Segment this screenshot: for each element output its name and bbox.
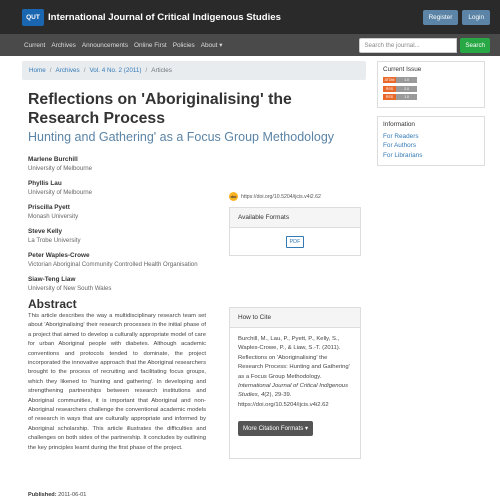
nav-about-label: About [200,42,218,49]
article-title: Reflections on 'Aboriginalising' the Research Process [28,91,292,127]
author-item [28,227,228,251]
sidebar [377,61,485,174]
search-input[interactable] [359,38,457,53]
abstract-text: This article describes the way a multidisciplinary research team set about 'Aboriginalising' their research processes in the initial phase of a project that aimed to develop a culturally appropriate model of care for urban Aboriginal people with diabetes. Although academic conventions and protocols tended to dominate, the project incorporated the innovative approach that the Aboriginal researchers brought to the process of recruiting and facilitating focus groups, which they likened to 'hunting and gathering'. In developing and strengthening partnerships between research institutions and Aboriginal communities, it is important that Aboriginal and non-Aboriginal researchers challenge the conventional academic models of research in ways that are culturally appropriate and informed by Aboriginal scholarship. This article illustrates the difficulties and challenges on both sides of the partnership. It concludes by outlining the key principles learnt during the first phase of the project. [28,313,206,451]
citation-tail: (2), 29-39. https://doi.org/10.5204/ijcis.v4i2.62 [238,392,329,408]
nav-current[interactable]: Current [24,41,46,49]
doi-icon: doi [230,194,237,199]
formats-panel [229,207,361,256]
information-block [377,116,485,166]
breadcrumb-current: Articles [151,67,172,74]
cite-heading: How to Cite [230,308,360,328]
citation-journal: International Journal of Critical Indigenous Studies [238,383,349,399]
login-button[interactable]: Login [462,10,490,25]
feed-version: 1.0 [396,94,417,100]
feed-version: 2.0 [396,86,417,92]
breadcrumb [22,61,366,80]
author-name: Marlene Burchill [28,156,78,163]
author-item [28,179,228,203]
author-affiliation: La Trobe University [28,237,81,244]
author-item [28,251,228,275]
breadcrumb-separator: / [83,67,86,74]
for-readers-link[interactable]: For Readers [383,132,419,140]
nav-about[interactable] [201,41,223,49]
rss2-feed-badge[interactable] [383,86,417,92]
author-affiliation: Victorian Aboriginal Community Controlled Health Organisation [28,261,198,268]
cite-panel [229,307,361,459]
citation-main: Burchill, M., Lau, P., Pyett, P., Kelly, S., Waples-Crowe, P., & Liaw, S.-T. (2011). Reflections on 'Aboriginalising' the Research Process: Hunting and Gathering' as a Focus Group Methodology. [238,336,350,380]
top-header [0,0,500,34]
feed-type: RSS [383,86,396,92]
pdf-button[interactable]: PDF [286,236,304,248]
citation-volume: 4 [260,392,265,399]
site-title[interactable]: International Journal of Critical Indigenous Studies [48,11,281,23]
feed-type: ATOM [384,78,395,82]
breadcrumb-archives[interactable]: Archives [55,67,80,74]
author-affiliation: University of New South Wales [28,285,112,292]
nav-online-first[interactable]: Online First [134,41,167,49]
more-citation-formats-button[interactable] [238,421,313,436]
author-item [28,155,228,179]
register-button[interactable]: Register [423,10,459,25]
information-heading: Information [383,120,415,128]
author-name: Steve Kelly [28,228,63,235]
chevron-down-icon: ▾ [219,42,223,49]
current-issue-heading: Current Issue [383,66,422,73]
author-name: Priscilla Pyett [28,204,70,211]
doi-url[interactable]: https://doi.org/10.5204/ijcis.v4i2.62 [241,193,321,200]
author-name: Peter Waples-Crowe [28,252,90,259]
published-value: 2011-06-01 [58,492,87,498]
feed-version: 1.0 [396,77,417,83]
for-authors-link[interactable]: For Authors [383,142,417,150]
published-date [28,492,86,498]
citation-text [230,328,360,417]
article-main [22,61,366,498]
breadcrumb-home[interactable]: Home [29,67,46,74]
citation-separator: , [257,392,261,399]
author-name: Siaw-Teng Liaw [28,276,76,283]
author-affiliation: University of Melbourne [28,165,93,172]
author-name: Phyllis Lau [28,180,62,187]
author-affiliation: Monash University [28,213,79,220]
more-citation-label: More Citation Formats [243,425,304,433]
author-list [28,155,228,299]
nav-archives[interactable]: Archives [51,41,76,49]
formats-heading: Available Formats [230,208,360,228]
nav-announcements[interactable]: Announcements [81,41,129,49]
published-label: Published: [28,492,57,498]
abstract-heading: Abstract [28,297,77,311]
article-subtitle: Hunting and Gathering' as a Focus Group Methodology [28,130,335,144]
search-button[interactable]: Search [460,38,490,53]
main-nav [0,34,500,56]
nav-policies[interactable]: Policies [172,41,195,49]
rss1-feed-badge[interactable] [383,94,417,100]
current-issue-block [377,61,485,108]
author-item [28,275,228,299]
breadcrumb-separator: / [49,67,52,74]
author-affiliation: University of Melbourne [28,189,93,196]
breadcrumb-issue[interactable]: Vol. 4 No. 2 (2011) [89,67,142,74]
breadcrumb-separator: / [145,67,148,74]
atom-feed-badge[interactable] [383,77,417,83]
doi-link[interactable] [229,192,321,201]
author-item [28,203,228,227]
feed-type: RSS [383,94,396,100]
for-librarians-link[interactable]: For Librarians [383,152,423,160]
chevron-down-icon: ▾ [304,425,309,433]
journal-logo[interactable]: QUT [22,9,44,26]
